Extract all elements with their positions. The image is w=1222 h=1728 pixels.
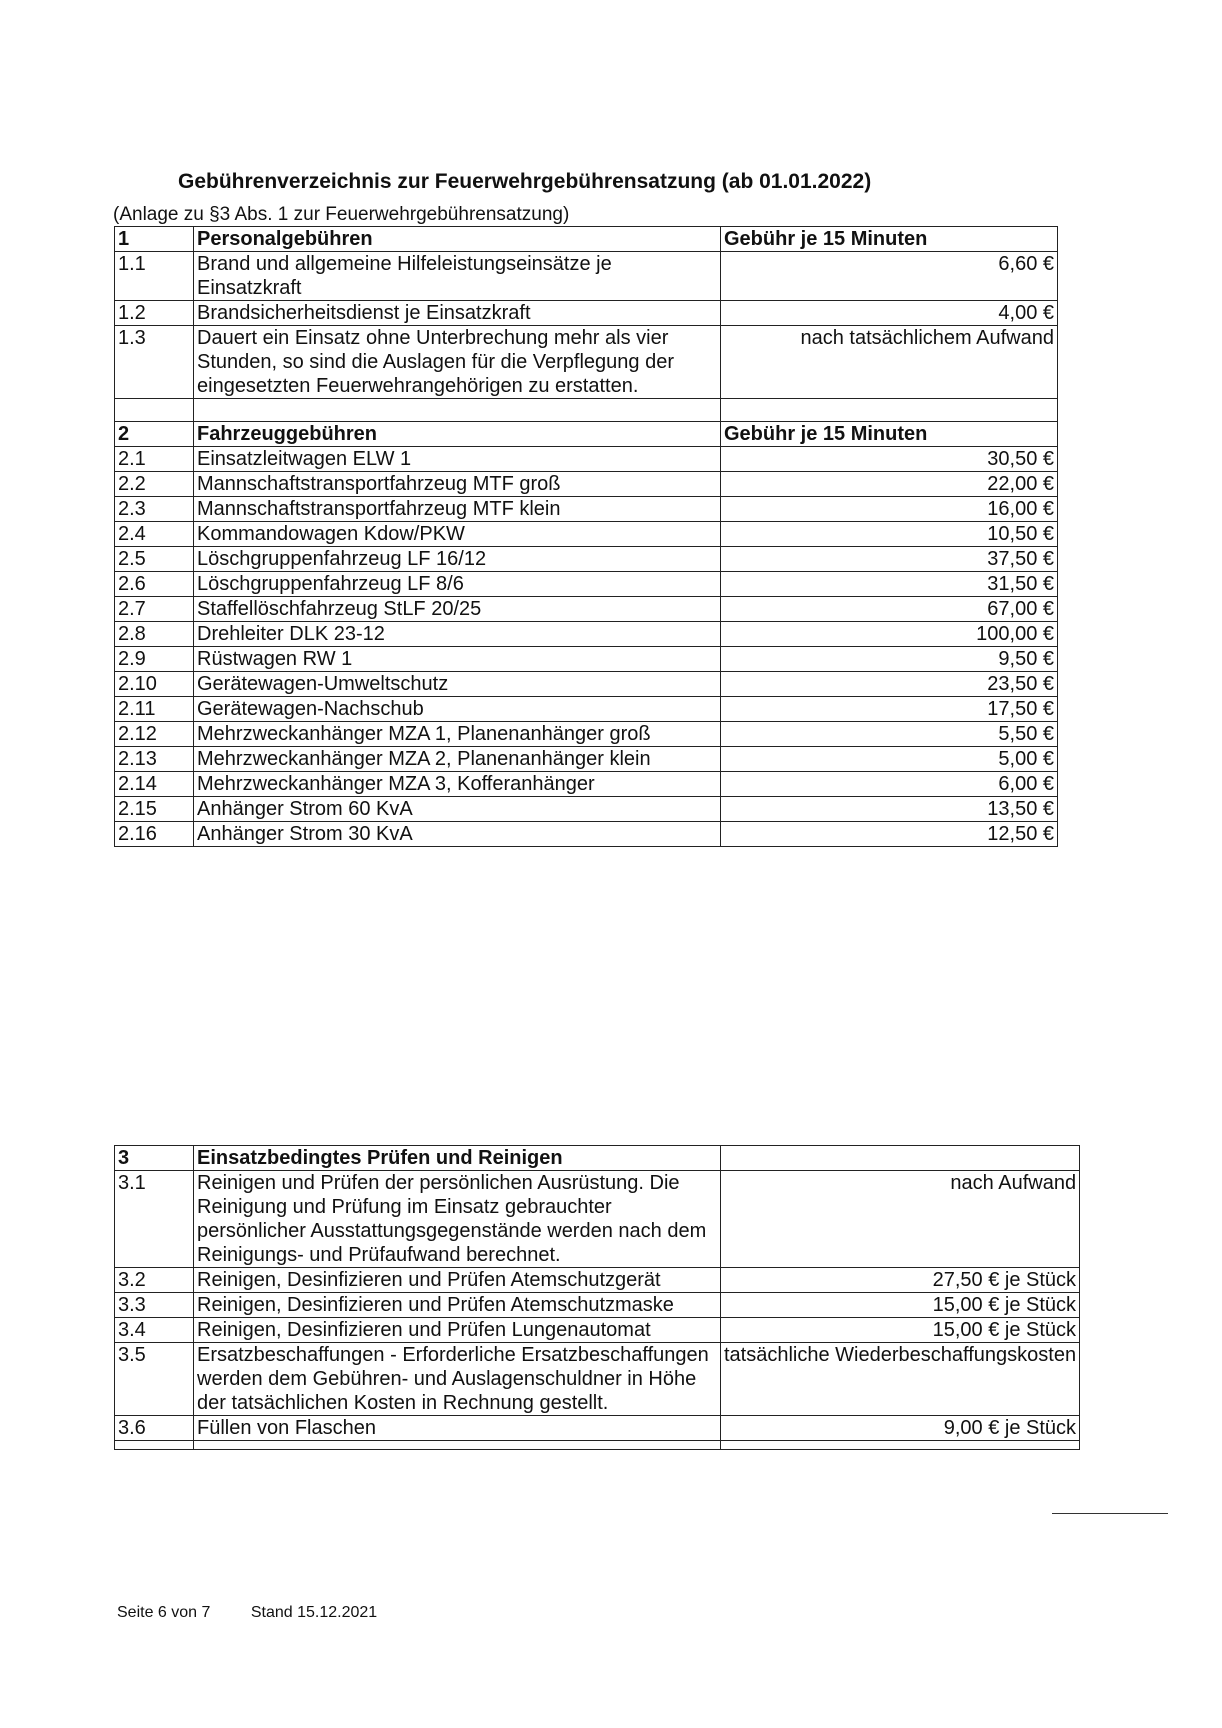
- item-number: 2.2: [115, 472, 194, 497]
- section-title: Einsatzbedingtes Prüfen und Reinigen: [194, 1146, 721, 1171]
- page-footer: [117, 1604, 413, 1622]
- item-description: Mannschaftstransportfahrzeug MTF groß: [194, 472, 721, 497]
- item-description: Brandsicherheitsdienst je Einsatzkraft: [194, 301, 721, 326]
- scan-line: [1052, 1513, 1168, 1514]
- item-fee: nach Aufwand: [721, 1171, 1080, 1268]
- item-description: Löschgruppenfahrzeug LF 8/6: [194, 572, 721, 597]
- item-number: 2.10: [115, 672, 194, 697]
- fee-row: [115, 1171, 1080, 1268]
- page-subtitle: (Anlage zu §3 Abs. 1 zur Feuerwehrgebührensatzung): [113, 204, 570, 225]
- item-number: 2.4: [115, 522, 194, 547]
- item-fee: 6,00 €: [721, 772, 1058, 797]
- fee-column-header-empty: [721, 1146, 1080, 1171]
- item-number: 2.9: [115, 647, 194, 672]
- item-fee: 37,50 €: [721, 547, 1058, 572]
- fee-row: [115, 447, 1058, 472]
- fee-row: [115, 722, 1058, 747]
- item-number: 3.4: [115, 1318, 194, 1343]
- item-fee: 67,00 €: [721, 597, 1058, 622]
- item-fee: 13,50 €: [721, 797, 1058, 822]
- item-description: Mannschaftstransportfahrzeug MTF klein: [194, 497, 721, 522]
- item-number: 3.1: [115, 1171, 194, 1268]
- spacer-row: [115, 399, 1058, 422]
- empty-cell: [721, 399, 1058, 422]
- fee-row: [115, 572, 1058, 597]
- item-number: 1.2: [115, 301, 194, 326]
- item-description: Staffellöschfahrzeug StLF 20/25: [194, 597, 721, 622]
- item-fee: 15,00 € je Stück: [721, 1318, 1080, 1343]
- item-description: Kommandowagen Kdow/PKW: [194, 522, 721, 547]
- section-number: 3: [115, 1146, 194, 1171]
- item-number: 1.1: [115, 252, 194, 301]
- fee-row: [115, 597, 1058, 622]
- section-title: Fahrzeuggebühren: [194, 422, 721, 447]
- item-fee: 6,60 €: [721, 252, 1058, 301]
- empty-cell: [115, 1441, 194, 1450]
- item-number: 3.3: [115, 1293, 194, 1318]
- item-number: 2.15: [115, 797, 194, 822]
- item-number: 3.2: [115, 1268, 194, 1293]
- item-number: 2.3: [115, 497, 194, 522]
- revision-date: Stand 15.12.2021: [250, 1604, 378, 1621]
- item-fee: 9,50 €: [721, 647, 1058, 672]
- item-description: Reinigen, Desinfizieren und Prüfen Lungenautomat: [194, 1318, 721, 1343]
- spacer-row: [115, 1441, 1080, 1450]
- item-fee: 30,50 €: [721, 447, 1058, 472]
- item-description: Reinigen und Prüfen der persönlichen Ausrüstung. Die Reinigung und Prüfung im Einsatz gebrauchter persönlicher Ausstattungsgegenstände werden nach dem Reinigungs- und Prüfaufwand berechnet.: [194, 1171, 721, 1268]
- item-number: 2.11: [115, 697, 194, 722]
- item-description: Füllen von Flaschen: [194, 1416, 721, 1441]
- fee-row: [115, 547, 1058, 572]
- fee-table-personal-vehicles: [114, 226, 1058, 847]
- item-number: 2.5: [115, 547, 194, 572]
- item-fee: 27,50 € je Stück: [721, 1268, 1080, 1293]
- fee-row: [115, 672, 1058, 697]
- item-number: 2.1: [115, 447, 194, 472]
- item-number: 2.14: [115, 772, 194, 797]
- fee-row: [115, 747, 1058, 772]
- item-description: Anhänger Strom 60 KvA: [194, 797, 721, 822]
- fee-row: [115, 472, 1058, 497]
- empty-cell: [721, 1441, 1080, 1450]
- item-number: 3.6: [115, 1416, 194, 1441]
- item-fee: 4,00 €: [721, 301, 1058, 326]
- fee-row: [115, 1318, 1080, 1343]
- item-description: Reinigen, Desinfizieren und Prüfen Atemschutzmaske: [194, 1293, 721, 1318]
- item-description: Mehrzweckanhänger MZA 2, Planenanhänger klein: [194, 747, 721, 772]
- fee-row: [115, 697, 1058, 722]
- item-fee: 5,00 €: [721, 747, 1058, 772]
- item-description: Rüstwagen RW 1: [194, 647, 721, 672]
- item-fee: 31,50 €: [721, 572, 1058, 597]
- empty-cell: [194, 399, 721, 422]
- item-description: Gerätewagen-Umweltschutz: [194, 672, 721, 697]
- fee-row: [115, 622, 1058, 647]
- section-header-row: [115, 227, 1058, 252]
- section-header-row: [115, 422, 1058, 447]
- empty-cell: [115, 399, 194, 422]
- item-number: 1.3: [115, 326, 194, 399]
- fee-row: [115, 1268, 1080, 1293]
- item-description: Einsatzleitwagen ELW 1: [194, 447, 721, 472]
- fee-row: [115, 1293, 1080, 1318]
- item-number: 2.8: [115, 622, 194, 647]
- item-fee: 10,50 €: [721, 522, 1058, 547]
- item-number: 3.5: [115, 1343, 194, 1416]
- item-description: Ersatzbeschaffungen - Erforderliche Ersatzbeschaffungen werden dem Gebühren- und Auslagenschuldner in Höhe der tatsächlichen Kosten in Rechnung gestellt.: [194, 1343, 721, 1416]
- fee-column-header: Gebühr je 15 Minuten: [721, 422, 1058, 447]
- fee-row: [115, 1416, 1080, 1441]
- page-title: Gebührenverzeichnis zur Feuerwehrgebührensatzung (ab 01.01.2022): [178, 170, 872, 193]
- item-fee: 16,00 €: [721, 497, 1058, 522]
- section-header-row: [115, 1146, 1080, 1171]
- fee-row: [115, 252, 1058, 301]
- fee-row: [115, 822, 1058, 847]
- item-number: 2.6: [115, 572, 194, 597]
- fee-row: [115, 772, 1058, 797]
- empty-cell: [194, 1441, 721, 1450]
- section-number: 1: [115, 227, 194, 252]
- fee-row: [115, 326, 1058, 399]
- item-fee: 100,00 €: [721, 622, 1058, 647]
- item-description: Reinigen, Desinfizieren und Prüfen Atemschutzgerät: [194, 1268, 721, 1293]
- section-title: Personalgebühren: [194, 227, 721, 252]
- item-description: Mehrzweckanhänger MZA 1, Planenanhänger groß: [194, 722, 721, 747]
- item-number: 2.12: [115, 722, 194, 747]
- item-description: Brand und allgemeine Hilfeleistungseinsätze je Einsatzkraft: [194, 252, 721, 301]
- fee-row: [115, 647, 1058, 672]
- item-description: Anhänger Strom 30 KvA: [194, 822, 721, 847]
- fee-table-cleaning: [114, 1145, 1080, 1450]
- item-fee: 15,00 € je Stück: [721, 1293, 1080, 1318]
- item-description: Mehrzweckanhänger MZA 3, Kofferanhänger: [194, 772, 721, 797]
- fee-row: [115, 797, 1058, 822]
- fee-row: [115, 497, 1058, 522]
- item-fee: 17,50 €: [721, 697, 1058, 722]
- item-description: Gerätewagen-Nachschub: [194, 697, 721, 722]
- item-fee: 23,50 €: [721, 672, 1058, 697]
- item-number: 2.16: [115, 822, 194, 847]
- item-fee: 12,50 €: [721, 822, 1058, 847]
- fee-column-header: Gebühr je 15 Minuten: [721, 227, 1058, 252]
- item-fee: nach tatsächlichem Aufwand: [721, 326, 1058, 399]
- section-number: 2: [115, 422, 194, 447]
- item-number: 2.7: [115, 597, 194, 622]
- item-number: 2.13: [115, 747, 194, 772]
- page-number: Seite 6 von 7: [117, 1604, 211, 1621]
- fee-row: [115, 1343, 1080, 1416]
- item-fee: tatsächliche Wiederbeschaffungskosten: [721, 1343, 1080, 1416]
- fee-row: [115, 522, 1058, 547]
- item-description: Löschgruppenfahrzeug LF 16/12: [194, 547, 721, 572]
- item-description: Dauert ein Einsatz ohne Unterbrechung mehr als vier Stunden, so sind die Auslagen für die Verpflegung der eingesetzten Feuerwehrangehörigen zu erstatten.: [194, 326, 721, 399]
- item-fee: 9,00 € je Stück: [721, 1416, 1080, 1441]
- item-description: Drehleiter DLK 23-12: [194, 622, 721, 647]
- item-fee: 22,00 €: [721, 472, 1058, 497]
- item-fee: 5,50 €: [721, 722, 1058, 747]
- fee-row: [115, 301, 1058, 326]
